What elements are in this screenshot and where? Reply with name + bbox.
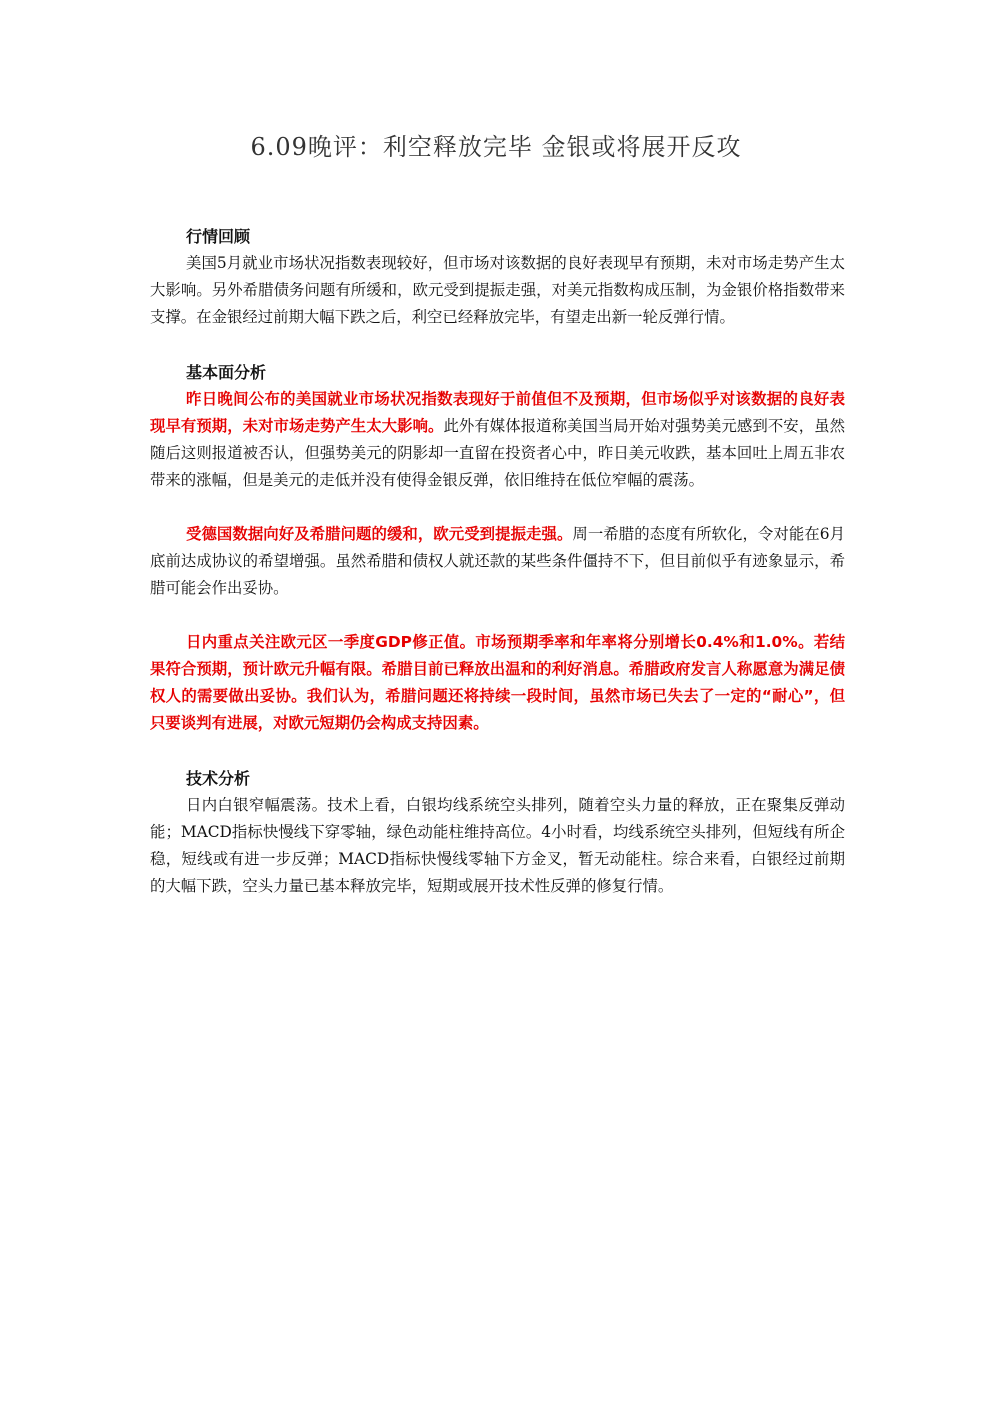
highlight-text: 昨日晚间公布的美国就业市场状况指数表现好于前值但不及预期，但市场似乎对该数据的良好表现早有预期，未对市场走势产生太大影响。 xyxy=(150,390,845,435)
section-heading-fundamental: 基本面分析 xyxy=(186,363,267,382)
fundamental-paragraph-3 xyxy=(150,629,845,737)
document-title: 6.09晚评：利空释放完毕 金银或将展开反攻 xyxy=(250,133,742,161)
fundamental-paragraph-2 xyxy=(150,521,845,602)
market-review-section xyxy=(150,223,845,331)
fundamental-paragraph-1 xyxy=(150,386,845,494)
body-text: 此外有媒体报道称美国当局开始对强势美元感到不安，虽然随后这则报道被否认，但强势美元的阴影却一直留在投资者心中，昨日美元收跌，基本回吐上周五非农带来的涨幅，但是美元的走低并没有使得金银反弹，依旧维持在低位窄幅的震荡。 xyxy=(150,417,845,489)
highlight-text: 受德国数据向好及希腊问题的缓和，欧元受到提振走强。 xyxy=(186,525,573,543)
fundamental-analysis-section xyxy=(150,359,845,737)
review-paragraph: 美国5月就业市场状况指数表现较好，但市场对该数据的良好表现早有预期，未对市场走势产生太大影响。另外希腊债务问题有所缓和，欧元受到提振走强，对美元指数构成压制，为金银价格指数带来支撑。在金银经过前期大幅下跌之后，利空已经释放完毕，有望走出新一轮反弹行情。 xyxy=(150,254,845,326)
section-heading-technical: 技术分析 xyxy=(186,769,251,788)
document-body xyxy=(150,223,845,900)
technical-analysis-section xyxy=(150,765,845,900)
body-text: 周一希腊的态度有所软化，令对能在6月底前达成协议的希望增强。虽然希腊和债权人就还款的某些条件僵持不下，但目前似乎有迹象显示，希腊可能会作出妥协。 xyxy=(150,525,845,597)
technical-paragraph: 日内白银窄幅震荡。技术上看，白银均线系统空头排列，随着空头力量的释放，正在聚集反弹动能；MACD指标快慢线下穿零轴，绿色动能柱维持高位。4小时看，均线系统空头排列，但短线有所企稳，短线或有进一步反弹；MACD指标快慢线零轴下方金叉，暂无动能柱。综合来看，白银经过前期的大幅下跌，空头力量已基本释放完毕，短期或展开技术性反弹的修复行情。 xyxy=(150,796,845,895)
highlight-text: 日内重点关注欧元区一季度GDP修正值。市场预期季率和年率将分别增长0.4%和1.0%。若结果符合预期，预计欧元升幅有限。希腊目前已释放出温和的利好消息。希腊政府发言人称愿意为满足债权人的需要做出妥协。我们认为，希腊问题还将持续一段时间，虽然市场已失去了一定的“耐心”，但只要谈判有进展，对欧元短期仍会构成支持因素。 xyxy=(150,633,845,732)
section-heading-review: 行情回顾 xyxy=(186,227,251,246)
